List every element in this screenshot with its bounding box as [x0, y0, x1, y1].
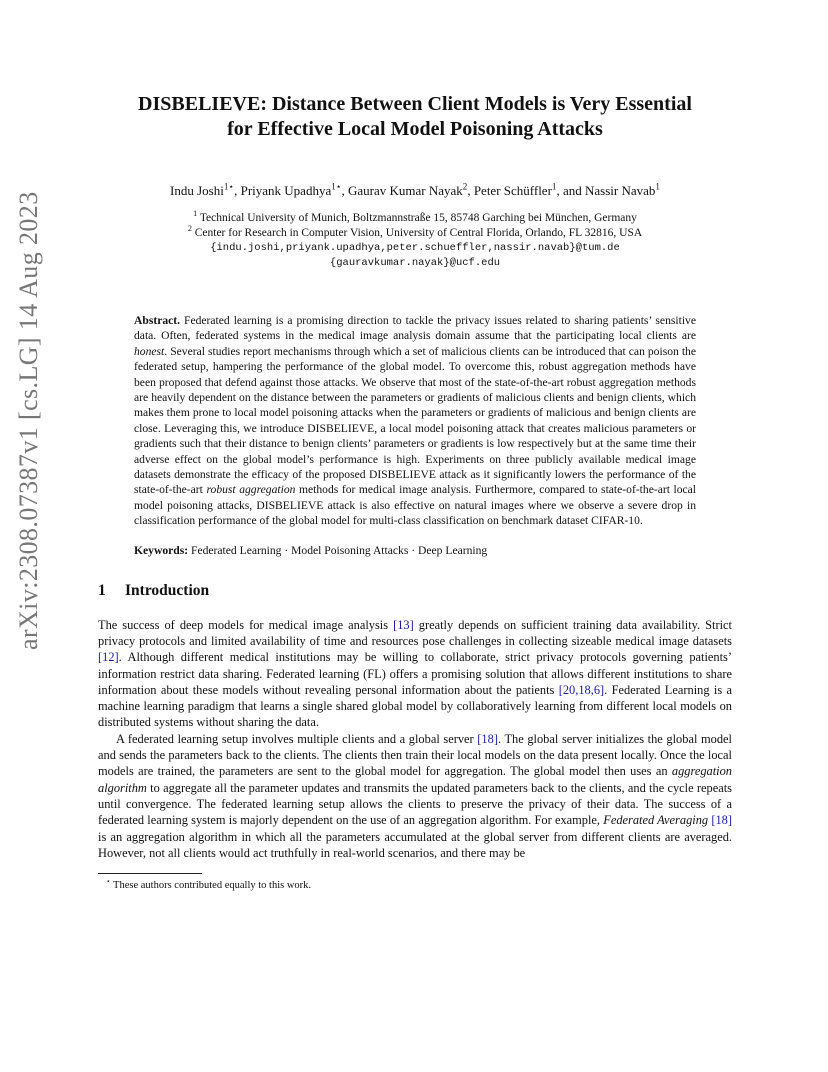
body-emphasis: aggregation algorithm — [98, 764, 732, 795]
paper-page — [98, 92, 732, 891]
affil-text: Center for Research in Computer Vision, University of Central Florida, Orlando, FL 32816, USA — [194, 227, 643, 239]
body-text: . Although different medical institutions may be willing to collaborate, strict privacy protocols governing patients’ information restrict data sharing. Federated learning (FL) offers a promising solution that allows different institutions to share information about these models without revealing personal information about the patients — [98, 650, 732, 697]
keywords-text: Federated Learning · Model Poisoning Attacks · Deep Learning — [191, 543, 488, 557]
paper-title — [98, 92, 732, 142]
author-separator: , — [467, 183, 474, 198]
author-separator: , — [341, 183, 348, 198]
author-name: Gaurav Kumar Nayak — [347, 183, 463, 198]
body-text: . The global server initializes the global model and sends the parameters back to the clients. The clients then train their local models on the data present locally. Once the local models are trained, the parameters are sent to the global model for aggregation. The global model then uses an — [98, 731, 732, 779]
arxiv-side-identifier: arXiv:2308.07387v1 [cs.LG] 14 Aug 2023 — [14, 191, 43, 650]
section-heading — [98, 582, 732, 600]
affil-text: Technical University of Munich, Boltzmannstraße 15, 85748 Garching bei München, Germany — [199, 212, 637, 224]
email-line-1: {indu.joshi,priyank.upadhya,peter.schueffler,nassir.navab}@tum.de — [210, 242, 620, 254]
author-affil-mark: 1 — [655, 181, 660, 192]
body-emphasis: Federated Averaging — [603, 813, 709, 828]
author-name: Priyank Upadhya — [240, 183, 332, 198]
body-text: greatly depends on sufficient training data availability. Strict privacy protocols and limited availability of time and resources pose challenges in collecting sizeable medical image datasets — [98, 617, 733, 648]
body-text: The success of deep models for medical image analysis — [98, 617, 394, 632]
author-name: Indu Joshi — [170, 183, 224, 198]
keywords — [134, 543, 696, 558]
author-name: Peter Schüffler — [473, 183, 552, 198]
body-text: . Federated Learning is a machine learning paradigm that learns a single shared global model by collaboratively learning from different local models on distributed systems without sharing the data. — [98, 682, 732, 730]
author-affil-mark: 2 — [462, 181, 468, 192]
author-affil-mark: 1 — [551, 181, 557, 192]
author-separator: , and — [556, 183, 585, 198]
body-text: is an aggregation algorithm in which all the parameters accumulated at the global server from different clients are averaged. However, not all clients would act truthfully in real-world scenarios, and there may be — [98, 829, 732, 860]
abstract-label: Abstract. — [134, 314, 181, 327]
title-line-1: DISBELIEVE: Distance Between Client Models is Very Essential — [138, 93, 692, 115]
body-text: to aggregate all the parameter updates and transmits the updated parameters back to the clients, and the cycle repeats until convergence. The federated learning setup allows the clients to preserve the privacy of their data. The success of a federated learning system is majorly dependent on the use of an aggregation algorithm. For example, — [98, 780, 732, 828]
email-line-2: {gauravkumar.nayak}@ucf.edu — [329, 257, 501, 269]
section-title: Introduction — [125, 581, 210, 599]
abstract-emphasis: robust aggregation — [206, 483, 296, 497]
abstract-emphasis: honest — [134, 344, 165, 358]
affil-number: 2 — [187, 224, 192, 234]
abstract-text: . Several studies report mechanisms through which a set of malicious clients can be introduced that can poison the federated setup, hampering the performance of the global model. To overcome this, robust aggregation methods have been proposed that defend against those attacks. We observe that most of the state-of-the-art robust aggregation methods are heavily dependent on the distance between the parameters or gradients of malicious clients and benign clients, which makes them prone to local model poisoning attacks when the parameters or gradients of malicious and benign clients are close. Leveraging this, we introduce DISBELIEVE, a local model poisoning attack that creates malicious parameters or gradients such that their distance to benign clients’ parameters or gradients is low respectively but at the same time their adverse effect on the global model’s performance is high. Experiments on three publicly available medical image datasets demonstrate the efficacy of the proposed DISBELIEVE attack as it significantly lowers the performance of the state-of-the-art — [134, 344, 696, 497]
citation-link[interactable]: [18] — [711, 813, 732, 828]
section-number: 1 — [98, 581, 106, 599]
footnote-rule — [98, 873, 202, 874]
author-affil-mark: 1⋆ — [223, 181, 235, 192]
body-text: A federated learning setup involves multiple clients and a global server — [116, 731, 478, 746]
footnote-text: These authors contributed equally to this work. — [113, 880, 312, 892]
author-list — [98, 182, 732, 199]
title-line-2: for Effective Local Model Poisoning Attacks — [227, 118, 603, 140]
citation-link[interactable]: [12] — [98, 650, 119, 665]
affiliation-1 — [98, 211, 732, 226]
abstract-text: Federated learning is a promising direction to tackle the privacy issues related to sharing patients’ sensitive data. Often, federated systems in the medical image analysis domain assume that the participating local clients are — [134, 314, 696, 343]
intro-paragraph-1 — [98, 617, 732, 731]
author-affil-mark: 1⋆ — [331, 181, 342, 192]
author-separator: , — [234, 183, 241, 198]
abstract — [134, 313, 696, 529]
citation-link[interactable]: [13] — [393, 617, 414, 632]
citation-link[interactable]: [18] — [477, 731, 498, 746]
affiliation-2 — [98, 226, 732, 241]
citation-link[interactable]: [20,18,6] — [558, 682, 605, 697]
affil-number: 1 — [193, 209, 198, 219]
intro-paragraph-2 — [98, 731, 732, 861]
footnote — [98, 876, 732, 892]
footnote-mark: ⋆ — [106, 876, 111, 886]
affiliations — [98, 211, 732, 271]
author-name: Nassir Navab — [585, 183, 656, 198]
abstract-text: methods for medical image analysis. Furthermore, compared to state-of-the-art local model poisoning attacks, DISBELIEVE attack is also effective on natural images where we observe a severe drop in classification performance of the global model for multi-class classification on benchmark dataset CIFAR-10. — [134, 483, 697, 528]
keywords-label: Keywords: — [134, 543, 189, 557]
